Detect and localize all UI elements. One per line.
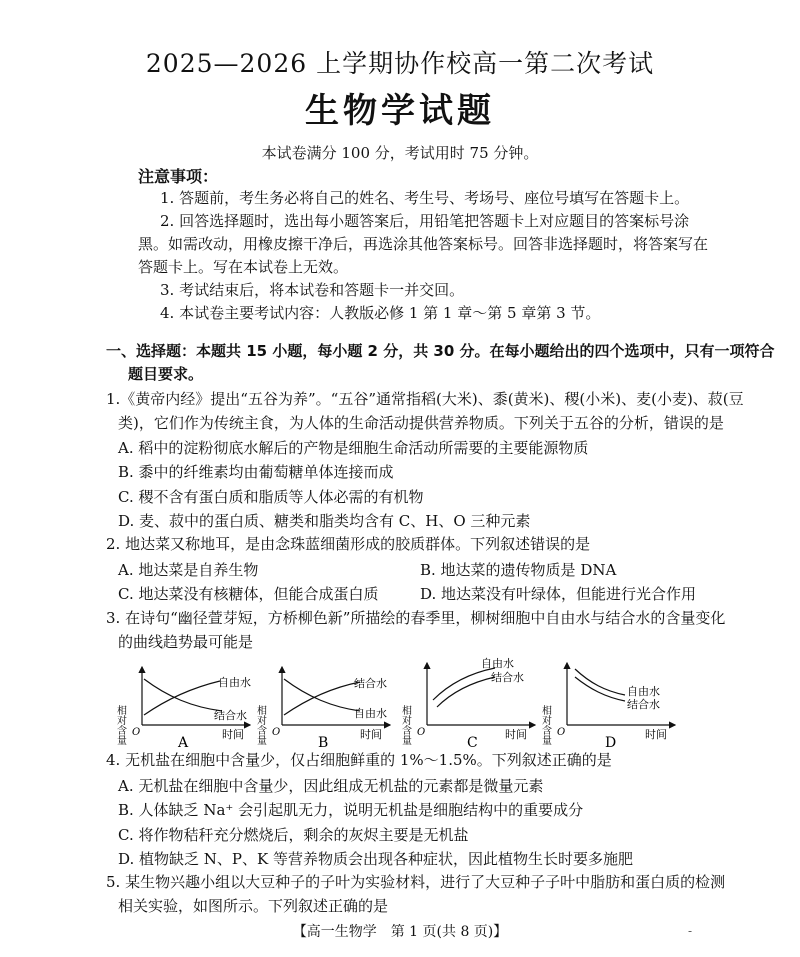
option: D. 地达菜没有叶绿体，但能进行光合作用 <box>420 585 697 603</box>
section-heading: 一、选择题：本题共 15 小题，每小题 2 分，共 30 分。在每小题给出的四个选项中，只有一项符合 <box>106 342 775 360</box>
notice-item: 2. 回答选择题时，选出每小题答案后，用铅笔把答题卡上对应题目的答案标号涂 <box>160 212 690 230</box>
option: B. 人体缺乏 Na⁺ 会引起肌无力，说明无机盐是细胞结构中的重要成分 <box>118 801 584 819</box>
curve-label: 自由水 <box>218 676 251 689</box>
bound-water-curve <box>575 677 625 701</box>
curve-label: 结合水 <box>491 671 524 684</box>
x-axis-label: 时间 <box>645 728 667 741</box>
option: A. 无机盐在细胞中含量少，因此组成无机盐的元素都是微量元素 <box>118 777 544 795</box>
option: D. 植物缺乏 N、P、K 等营养物质会出现各种症状，因此植物生长时要多施肥 <box>118 850 633 868</box>
curve-label: 自由水 <box>354 707 387 720</box>
option: B. 地达菜的遗传物质是 DNA <box>420 561 617 579</box>
option: A. 地达菜是自养生物 <box>118 561 259 579</box>
section-heading: 题目要求。 <box>128 365 204 383</box>
origin-label: O <box>272 727 281 738</box>
notice-item: 1. 答题前，考生务必将自己的姓名、考生号、考场号、座位号填写在答题卡上。 <box>160 189 690 207</box>
q3-graphs <box>110 655 690 750</box>
y-axis-label: 相对含量 <box>539 705 551 745</box>
question-stem: 4. 无机盐在细胞中含量少，仅占细胞鲜重的 1%～1.5%。下列叙述正确的是 <box>106 751 612 769</box>
graph-caption: B <box>318 735 329 750</box>
x-axis-label: 时间 <box>505 728 527 741</box>
option: A. 稻中的淀粉彻底水解后的产物是细胞生命活动所需要的主要能源物质 <box>118 439 589 457</box>
free-water-curve <box>144 681 220 715</box>
graph-d <box>540 663 676 750</box>
option: C. 地达菜没有核糖体，但能合成蛋白质 <box>118 585 379 603</box>
question-stem: 类)，它们作为传统主食，为人体的生命活动提供营养物质。下列关于五谷的分析，错误的是 <box>118 414 724 432</box>
y-axis-label: 相对含量 <box>254 705 266 745</box>
x-axis-label: 时间 <box>222 728 244 741</box>
curve-label: 自由水 <box>481 657 514 670</box>
origin-label: O <box>132 727 141 738</box>
notice-item: 4. 本试卷主要考试内容：人教版必修 1 第 1 章～第 5 章第 3 节。 <box>160 304 601 322</box>
origin-label: O <box>557 727 566 738</box>
graph-b <box>255 667 391 750</box>
graph-c <box>400 656 536 750</box>
exam-info: 本试卷满分 100 分，考试用时 75 分钟。 <box>261 144 539 162</box>
option: C. 稷不含有蛋白质和脂质等人体必需的有机物 <box>118 488 424 506</box>
y-axis-label: 相对含量 <box>114 705 126 745</box>
exam-title: 2025—2026 上学期协作校高一第二次考试 <box>145 49 655 78</box>
footer-mark: - <box>688 924 693 938</box>
curve-label: 自由水 <box>627 685 660 698</box>
option: B. 黍中的纤维素均由葡萄糖单体连接而成 <box>118 463 394 481</box>
x-axis-label: 时间 <box>360 728 382 741</box>
page-footer: 【高一生物学 第 1 页(共 8 页)】 <box>292 924 508 940</box>
notice-item: 3. 考试结束后，将本试卷和答题卡一并交回。 <box>160 281 465 299</box>
curve-label: 结合水 <box>354 677 387 690</box>
notice-heading: 注意事项： <box>138 167 219 186</box>
graph-a <box>115 667 252 750</box>
curve-label: 结合水 <box>214 709 247 722</box>
origin-label: O <box>417 727 426 738</box>
question-stem: 的曲线趋势最可能是 <box>118 633 254 651</box>
question-stem: 5. 某生物兴趣小组以大豆种子的子叶为实验材料，进行了大豆种子子叶中脂肪和蛋白质的检测 <box>106 873 726 891</box>
curve-label: 结合水 <box>627 698 660 711</box>
question-stem: 相关实验，如图所示。下列叙述正确的是 <box>118 897 389 915</box>
question-stem: 1.《黄帝内经》提出“五谷为养”。“五谷”通常指稻(大米)、黍(黄米)、稷(小米)、麦(小麦)、菽(豆 <box>106 390 744 408</box>
subject-title: 生物学试题 <box>305 91 495 131</box>
graph-caption: A <box>178 735 189 750</box>
y-axis-label: 相对含量 <box>399 705 411 745</box>
option: D. 麦、菽中的蛋白质、糖类和脂类均含有 C、H、O 三种元素 <box>118 512 531 530</box>
free-water-curve <box>284 679 360 711</box>
notice-item: 答题卡上。写在本试卷上无效。 <box>138 258 349 276</box>
graph-caption: C <box>467 735 478 750</box>
free-water-curve <box>433 668 495 700</box>
question-stem: 3. 在诗句“幽径萱芽短，方桥柳色新”所描绘的春季里，柳树细胞中自由水与结合水的含量变化 <box>106 609 726 627</box>
notice-item: 黑。如需改动，用橡皮擦干净后，再选涂其他答案标号。回答非选择题时，将答案写在 <box>138 235 709 253</box>
graph-caption: D <box>605 735 617 750</box>
option: C. 将作物秸秆充分燃烧后，剩余的灰烬主要是无机盐 <box>118 826 469 844</box>
question-stem: 2. 地达菜又称地耳，是由念珠蓝细菌形成的胶质群体。下列叙述错误的是 <box>106 535 591 553</box>
bound-water-curve <box>437 677 495 707</box>
